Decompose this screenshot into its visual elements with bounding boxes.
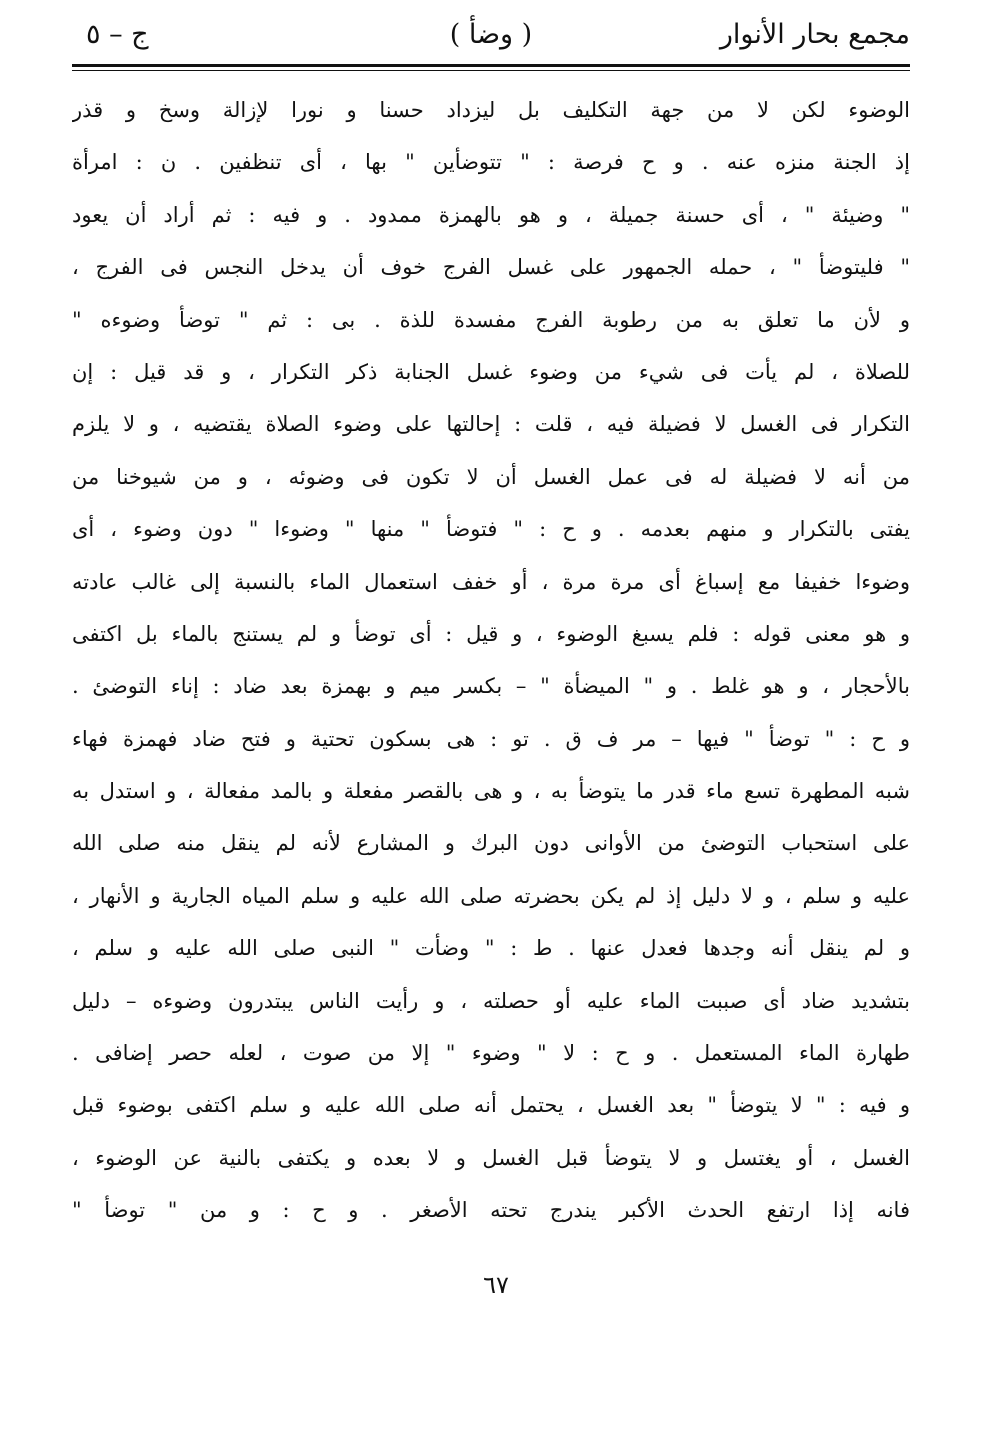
running-title: مجمع بحار الأنوار bbox=[719, 19, 910, 50]
header-rule-thick bbox=[72, 64, 910, 67]
text-line: بالأحجار ، و هو غلط . و " الميضأة " – بكسر ميم و بهمزة بعد ضاد : إناء التوضئ . bbox=[72, 674, 910, 699]
text-line: و لم ينقل أنه وجدها فعدل عنها . ط : " وضأت " النبى صلى الله عليه و سلم ، bbox=[72, 936, 910, 961]
text-line: عليه و سلم ، و لا دليل إذ لم يكن بحضرته صلى الله عليه و سلم المياه الجارية و الأنهار ، bbox=[72, 883, 910, 908]
text-line: يفتى بالتكرار و منهم بعدمه . و ح : " فتوضأ " منها " وضوءا " دون وضوء ، أى bbox=[72, 517, 910, 542]
text-line: و فيه : " لا يتوضأ " بعد الغسل ، يحتمل أنه صلى الله عليه و سلم اكتفى بوضوء قبل bbox=[72, 1093, 910, 1118]
body-text bbox=[72, 84, 910, 1237]
text-line: فانه إذا ارتفع الحدث الأكبر يندرج تحته الأصغر . و ح : و من " توضأ " bbox=[72, 1198, 910, 1223]
text-line: الوضوء لكن لا من جهة التكليف بل ليزداد حسنا و نورا لإزالة وسخ و قذر bbox=[72, 98, 910, 122]
text-line: و هو معنى قوله : فلم يسبغ الوضوء ، و قيل : أى توضأ و لم يستنج بالماء بل اكتفى bbox=[72, 621, 910, 646]
text-line: و ح : " توضأ " فيها – مر ف ق . تو : هى بسكون تحتية و فتح ضاد فهمزة فهاء bbox=[72, 726, 910, 751]
text-line: طهارة الماء المستعمل . و ح : لا " وضوء " إلا من صوت ، لعله حصر إضافى . bbox=[72, 1041, 910, 1066]
text-line: " وضيئة " ، أى حسنة جميلة ، و هو بالهمزة ممدود . و فيه : ثم أراد أن يعود bbox=[72, 202, 910, 227]
text-line: " فليتوضأ " ، حمله الجمهور على غسل الفرج خوف أن يدخل النجس فى الفرج ، bbox=[72, 255, 910, 280]
text-line: التكرار فى الغسل لا فضيلة فيه ، قلت : إحالتها على وضوء الصلاة يقتضيه ، و لا يلزم bbox=[72, 412, 910, 437]
text-line: بتشديد ضاد أى صببت الماء عليه أو حصلته ، و رأيت الناس يبتدرون وضوءه – دليل bbox=[72, 988, 910, 1013]
page-header bbox=[72, 14, 910, 58]
entry-heading: ( وضأ ) bbox=[449, 19, 533, 50]
text-line: الغسل ، أو يغتسل و لا يتوضأ قبل الغسل و لا بعده و يكتفى بالنية عن الوضوء ، bbox=[72, 1145, 910, 1170]
volume-label: ج – ٥ bbox=[86, 19, 149, 50]
text-line: للصلاة ، لم يأت فى شيء من وضوء غسل الجنابة ذكر التكرار ، و قد قيل : إن bbox=[72, 359, 910, 384]
text-line: و لأن ما تعلق به من رطوبة الفرج مفسدة للذة . بى : ثم " توضأ وضوءه " bbox=[72, 307, 910, 332]
header-rule-thin bbox=[72, 70, 910, 71]
text-line: من أنه لا فضيلة له فى عمل الغسل أن لا تكون فى وضوئه ، و من شيوخنا من bbox=[72, 464, 910, 489]
text-line: على استحباب التوضئ من الأوانى دون البرك و المشارع لأنه لم ينقل منه صلى الله bbox=[72, 831, 910, 856]
text-line: شبه المطهرة تسع ماء قدر ما يتوضأ به ، و هى بالقصر مفعلة و بالمد مفعالة ، و استدل به bbox=[72, 779, 910, 804]
page-number: ٦٧ bbox=[483, 1271, 509, 1299]
text-line: وضوءا خفيفا مع إسباغ أى مرة مرة ، أو خفف استعمال الماء بالنسبة إلى غالب عادته bbox=[72, 569, 910, 594]
text-line: إذ الجنة منزه عنه . و ح فرصة : " تتوضأين " بها ، أى تنظفين . ن : امرأة bbox=[72, 150, 910, 175]
